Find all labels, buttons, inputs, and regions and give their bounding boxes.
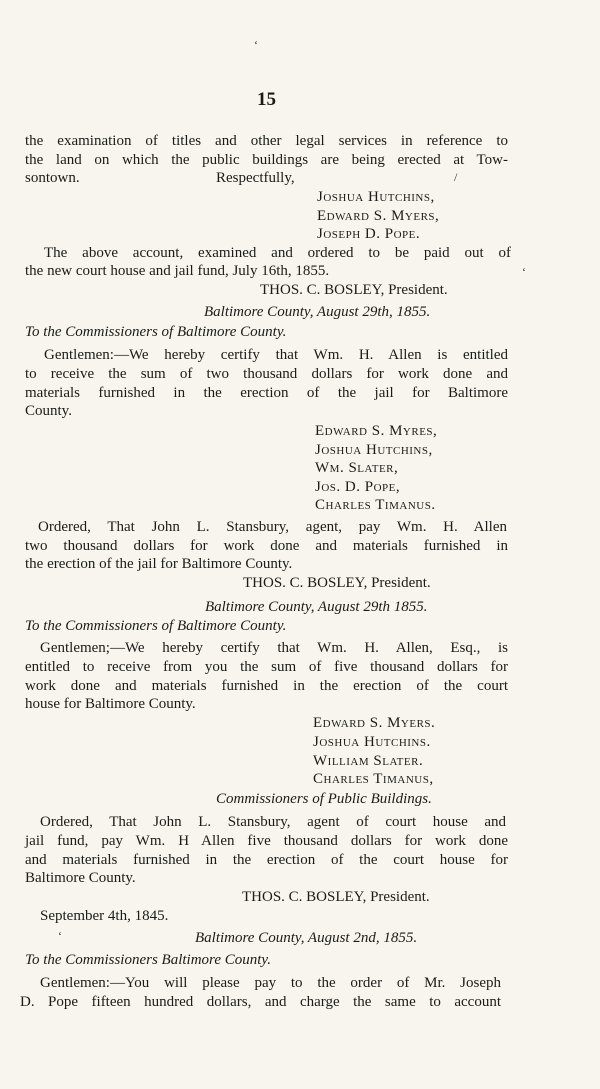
signer: Joshua Hutchins. [313,734,431,750]
intro-line: the examination of titles and other legal services in reference to [25,133,508,149]
letter-body-line: work done and materials furnished in the erection of the court [25,678,508,694]
order-line: the erection of the jail for Baltimore County. [25,556,293,572]
letter-body-line: Gentlemen;—We hereby certify that Wm. H. Allen, Esq., is [40,640,508,656]
order-line: The above account, examined and ordered to be paid out of [44,245,511,261]
letter-body-line: Gentlemen:—You will please pay to the order of Mr. Joseph [40,975,501,991]
stray-mark: ‘ [58,929,62,943]
dateline: Baltimore County, August 2nd, 1855. [195,930,418,946]
stray-mark: ‘ [522,265,526,279]
signer: Charles Timanus, [313,771,434,787]
order-line: and materials furnished in the erection of the court house for [25,852,508,868]
letter-body-line: Gentlemen:—We hereby certify that Wm. H. Allen is entitled [44,347,508,363]
order-line: Ordered, That John L. Stansbury, agent, pay Wm. H. Allen [38,519,507,535]
letter-body-line: D. Pope fifteen hundred dollars, and charge the same to account [20,994,501,1010]
signer: Edward S. Myers, [317,208,440,224]
letter-body-line: entitled to receive from you the sum of five thousand dollars for [25,659,508,675]
signer: Wm. Slater, [315,460,399,476]
order-line: two thousand dollars for work done and materials furnished in [25,538,508,554]
president-signature: THOS. C. BOSLEY, President. [243,575,431,591]
dateline: Baltimore County, August 29th, 1855. [204,304,431,320]
order-line: Ordered, That John L. Stansbury, agent of court house and [40,814,506,830]
letter-body-line: County. [25,403,72,419]
salutation: To the Commissioners of Baltimore County. [25,324,287,340]
salutation: To the Commissioners Baltimore County. [25,952,271,968]
signer: Edward S. Myres, [315,423,438,439]
stray-mark: / [454,170,458,184]
signer: Joseph D. Pope. [317,226,421,242]
order-line: the new court house and jail fund, July 16th, 1855. [25,263,330,279]
intro-line: sontown. [25,170,80,186]
letter-body-line: materials furnished in the erection of the jail for Baltimore [25,385,508,401]
president-signature: THOS. C. BOSLEY, President. [260,282,448,298]
signer: Charles Timanus. [315,497,436,513]
salutation: To the Commissioners of Baltimore County. [25,618,287,634]
signer: Edward S. Myers. [313,715,436,731]
intro-line: the land on which the public buildings are being erected at Tow- [25,152,508,168]
signer: Joshua Hutchins, [317,189,435,205]
order-line: jail fund, pay Wm. H Allen five thousand dollars for work done [25,833,508,849]
stray-mark: ‘ [254,38,258,52]
letter-body-line: to receive the sum of two thousand dollars for work done and [25,366,508,382]
closing: Respectfully, [216,170,295,186]
order-date: September 4th, 1845. [40,908,169,924]
letter-body-line: house for Baltimore County. [25,696,196,712]
signer: Jos. D. Pope, [315,479,401,495]
dateline: Baltimore County, August 29th 1855. [205,599,428,615]
order-line: Baltimore County. [25,870,136,886]
page-number: 15 [257,89,276,110]
president-signature: THOS. C. BOSLEY, President. [242,889,430,905]
signers-title: Commissioners of Public Buildings. [216,791,432,807]
signer: William Slater. [313,753,424,769]
signer: Joshua Hutchins, [315,442,433,458]
